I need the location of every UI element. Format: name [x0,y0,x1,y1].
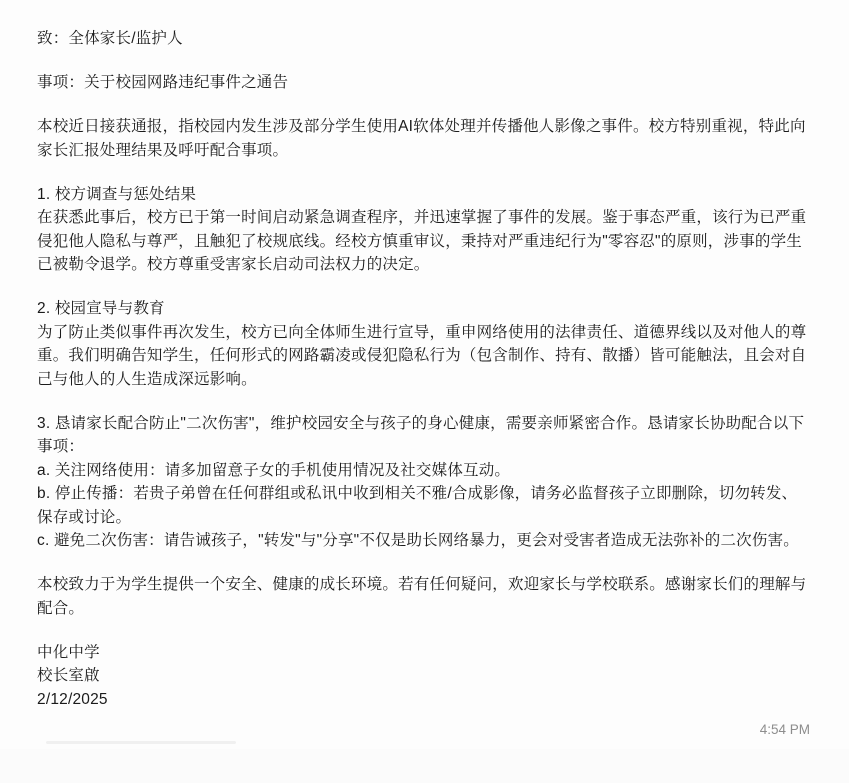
section-2-body: 为了防止类似事件再次发生，校方已向全体师生进行宣导，重申网络使用的法律责任、道德界线以及对他人的尊重。我们明确告知学生，任何形式的网路霸凌或侵犯隐私行为（包含制作、持有、散播）皆可能触法，且会对自己与他人的人生造成深远影响。 [37,323,807,388]
section-3-lead: 3. 恳请家长配合防止"二次伤害"，维护校园安全与孩子的身心健康，需要亲师紧密合作。恳请家长协助配合以下事项： [37,414,805,455]
message-timestamp: 4:54 PM [759,722,810,737]
section-1-body: 在获悉此事后，校方已于第一时间启动紧急调查程序，并迅速掌握了事件的发展。鉴于事态严重，该行为已严重侵犯他人隐私与尊严，且触犯了校规底线。经校方慎重审议，秉持对严重违纪行为"零容忍"的原则，涉事的学生已被勒令退学。校方尊重受害家长启动司法权力的决定。 [37,209,807,273]
notice-subject-line: 事项：关于校园网路违纪事件之通告 [37,74,289,91]
section-3-item-c: c. 避免二次伤害：请告诫孩子，"转发"与"分享"不仅是助长网络暴力，更会对受害者造成无法弥补的二次伤害。 [37,532,799,549]
scan-artifact-line [46,741,236,744]
image-bottom-strip [0,749,849,783]
section-1-title: 1. 校方调查与惩处结果 [37,185,197,203]
section-3-item-a: a. 关注网络使用：请多加留意子女的手机使用情况及社交媒体互动。 [37,461,511,479]
notice-section-3 [37,412,811,553]
notice-closing-paragraph: 本校致力于为学生提供一个安全、健康的成长环境。若有任何疑问，欢迎家长与学校联系。感谢家长们的理解与配合。 [37,576,807,617]
notice-section-1 [37,183,811,277]
section-3-item-b: b. 停止传播：若贵子弟曾在任何群组或私讯中收到相关不雅/合成影像，请务必监督孩子立即删除，切勿转发、保存或讨论。 [37,485,798,526]
section-2-title: 2. 校园宣导与教育 [37,300,165,317]
notice-intro-paragraph: 本校近日接获通报，指校园内发生涉及部分学生使用AI软体处理并传播他人影像之事件。校方特别重视，特此向家长汇报处理结果及呼吁配合事项。 [37,118,806,159]
notice-signature-block [37,641,811,712]
signature-date: 2/12/2025 [37,690,108,708]
signature-office: 校长室啟 [37,667,100,684]
notice-recipient-line: 致：全体家长/监护人 [37,30,183,47]
signature-school-name: 中化中学 [37,643,100,661]
notice-section-2 [37,297,811,391]
